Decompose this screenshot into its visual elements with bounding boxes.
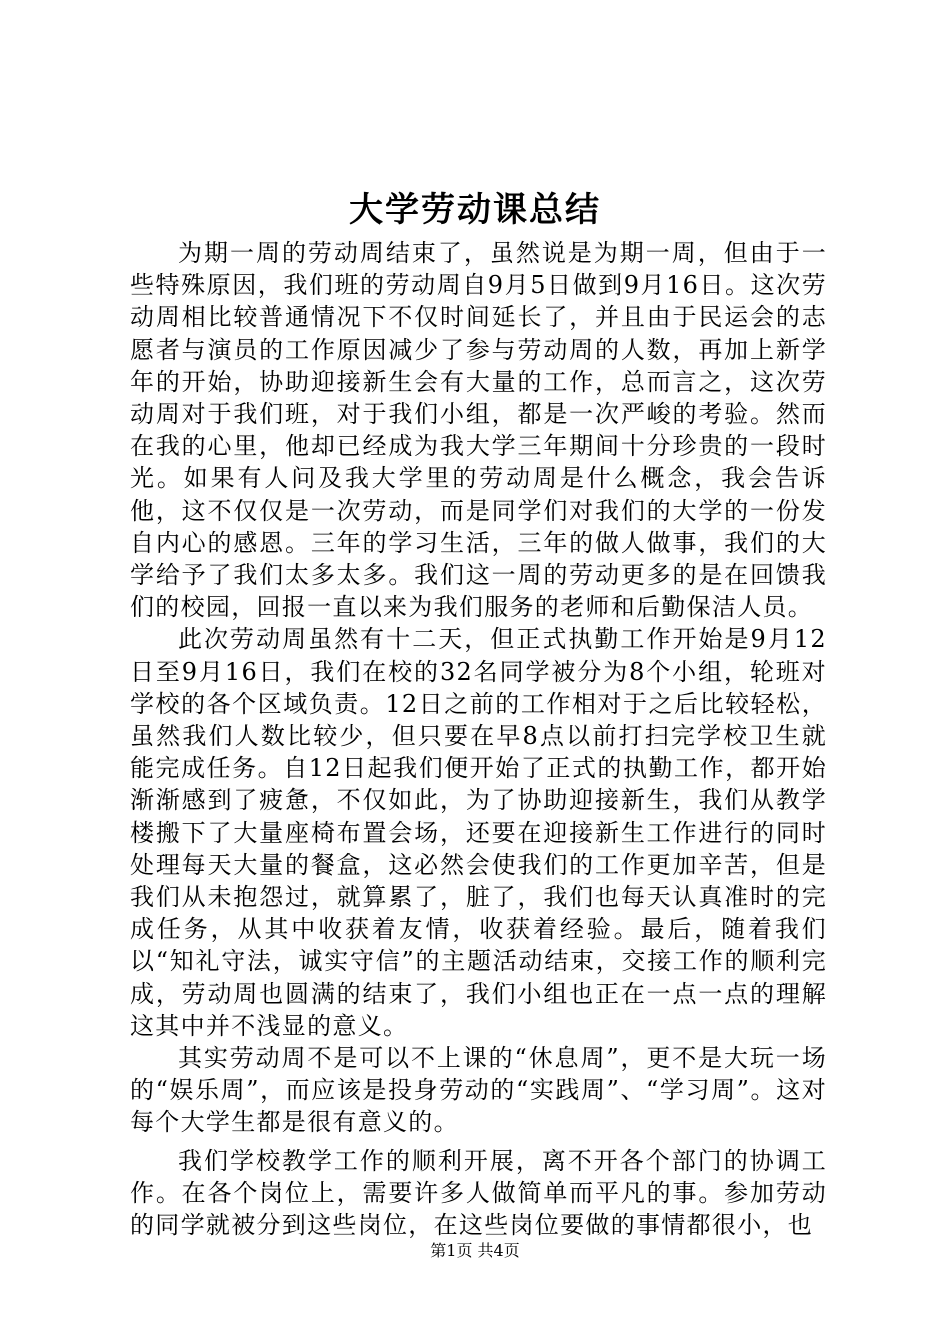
paragraph-1: 为期一周的劳动周结束了，虽然说是为期一周，但由于一些特殊原因，我们班的劳动周自9月5日做到9月16日。这次劳动周相比较普通情况下不仅时间延长了，并且由于民运会的志愿者与演员的工作原因减少了参与劳动周的人数，再加上新学年的开始，协助迎接新生会有大量的工作，总而言之，这次劳动周对于我们班，对于我们小组，都是一次严峻的考验。然而在我的心里，他却已经成为我大学三年期间十分珍贵的一段时光。如果有人问及我大学里的劳动周是什么概念，我会告诉他，这不仅仅是一次劳动，而是同学们对我们的大学的一份发自内心的感恩。三年的学习生活，三年的做人做事，我们的大学给予了我们太多太多。我们这一周的劳动更多的是在回馈我们的校园，回报一直以来为我们服务的老师和后勤保洁人员。	[130, 239, 827, 622]
document-title: 大学劳动课总结	[349, 190, 601, 230]
page-footer: 第1页 共4页	[430, 1241, 520, 1260]
paragraph-3: 其实劳动周不是可以不上课的“休息周”，更不是大玩一场的“娱乐周”，而应该是投身劳动的“实践周”、“学习周”。这对每个大学生都是很有意义的。	[130, 1044, 827, 1137]
document-body	[130, 237, 827, 1241]
paragraph-2: 此次劳动周虽然有十二天，但正式执勤工作开始是9月12日至9月16日，我们在校的32名同学被分为8个小组，轮班对学校的各个区域负责。12日之前的工作相对于之后比较轻松，虽然我们人数比较少，但只要在早8点以前打扫完学校卫生就能完成任务。自12日起我们便开始了正式的执勤工作，都开始渐渐感到了疲惫，不仅如此，为了协助迎接新生，我们从教学楼搬下了大量座椅布置会场，还要在迎接新生工作进行的同时处理每天大量的餐盒，这必然会使我们的工作更加辛苦，但是我们从未抱怨过，就算累了，脏了，我们也每天认真准时的完成任务，从其中收获着友情，收获着经验。最后，随着我们以“知礼守法，诚实守信”的主题活动结束，交接工作的顺利完成，劳动周也圆满的结束了，我们小组也正在一点一点的理解这其中并不浅显的意义。	[130, 625, 827, 1040]
paragraph-4: 我们学校教学工作的顺利开展，离不开各个部门的协调工作。在各个岗位上，需要许多人做简单而平凡的事。参加劳动的同学就被分到这些岗位，在这些岗位要做的事情都很小，也	[130, 1146, 827, 1240]
